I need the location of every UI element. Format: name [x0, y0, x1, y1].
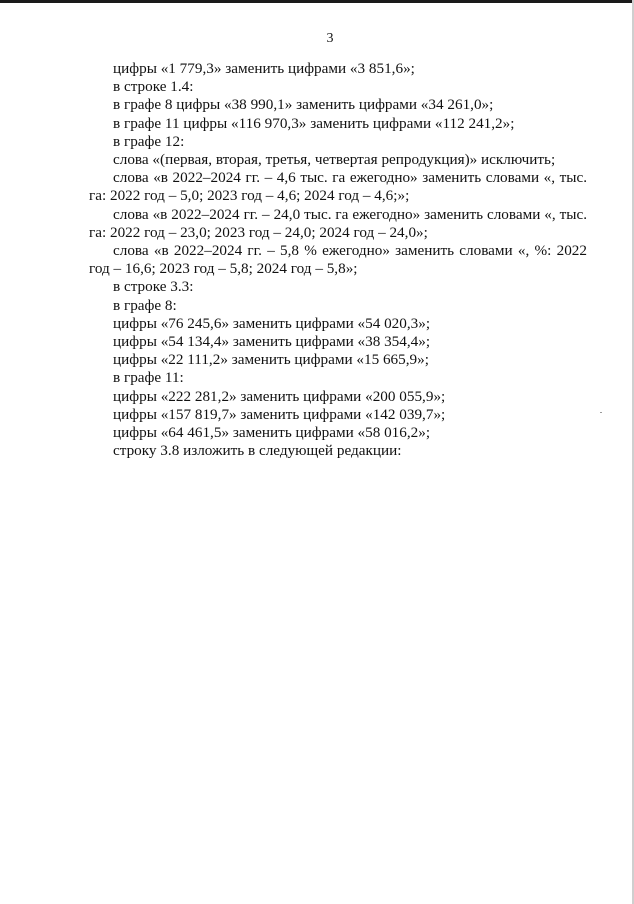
paragraph: цифры «1 779,3» заменить цифрами «3 851,6»; [113, 60, 415, 77]
paragraph: в строке 3.3: [113, 278, 194, 296]
paragraph: в строке 1.4: [113, 78, 194, 96]
document-body [89, 60, 587, 460]
paragraph: в графе 12: [113, 132, 185, 150]
paragraph: слова «в 2022–2024 гг. – 4,6 тыс. га ежегодно» заменить словами «, тыс. га: 2022 год – 5,0; 2023 год – 4,6; 2024 год – 4,6;»; [89, 169, 587, 205]
page-number: 3 [326, 31, 334, 46]
paragraph: цифры «64 461,5» заменить цифрами «58 016,2»; [113, 424, 431, 442]
paragraph: в графе 11: [113, 369, 184, 387]
paragraph: в графе 8: [113, 296, 177, 314]
scan-top-edge [0, 0, 634, 3]
paragraph: слова «(первая, вторая, третья, четвертая репродукция)» исключить; [113, 151, 556, 169]
paragraph: цифры «157 819,7» заменить цифрами «142 039,7»; [113, 405, 446, 423]
paragraph: слова «в 2022–2024 гг. – 5,8 % ежегодно» заменить словами «, %: 2022 год – 16,6; 2023 год – 5,8; 2024 год – 5,8»; [89, 242, 587, 278]
paragraph: в графе 11 цифры «116 970,3» заменить цифрами «112 241,2»; [113, 114, 515, 132]
scan-speck [600, 412, 602, 413]
paragraph: цифры «54 134,4» заменить цифрами «38 354,4»; [113, 333, 431, 351]
paragraph: цифры «222 281,2» заменить цифрами «200 055,9»; [113, 387, 446, 405]
paragraph: цифры «76 245,6» заменить цифрами «54 020,3»; [113, 314, 431, 332]
paragraph: строку 3.8 изложить в следующей редакции: [113, 442, 402, 460]
paragraph: в графе 8 цифры «38 990,1» заменить цифрами «34 261,0»; [113, 96, 494, 114]
paragraph: цифры «22 111,2» заменить цифрами «15 665,9»; [113, 351, 429, 369]
paragraph: слова «в 2022–2024 гг. – 24,0 тыс. га ежегодно» заменить словами «, тыс. га: 2022 год – 23,0; 2023 год – 24,0; 2024 год – 24,0»; [89, 205, 587, 241]
